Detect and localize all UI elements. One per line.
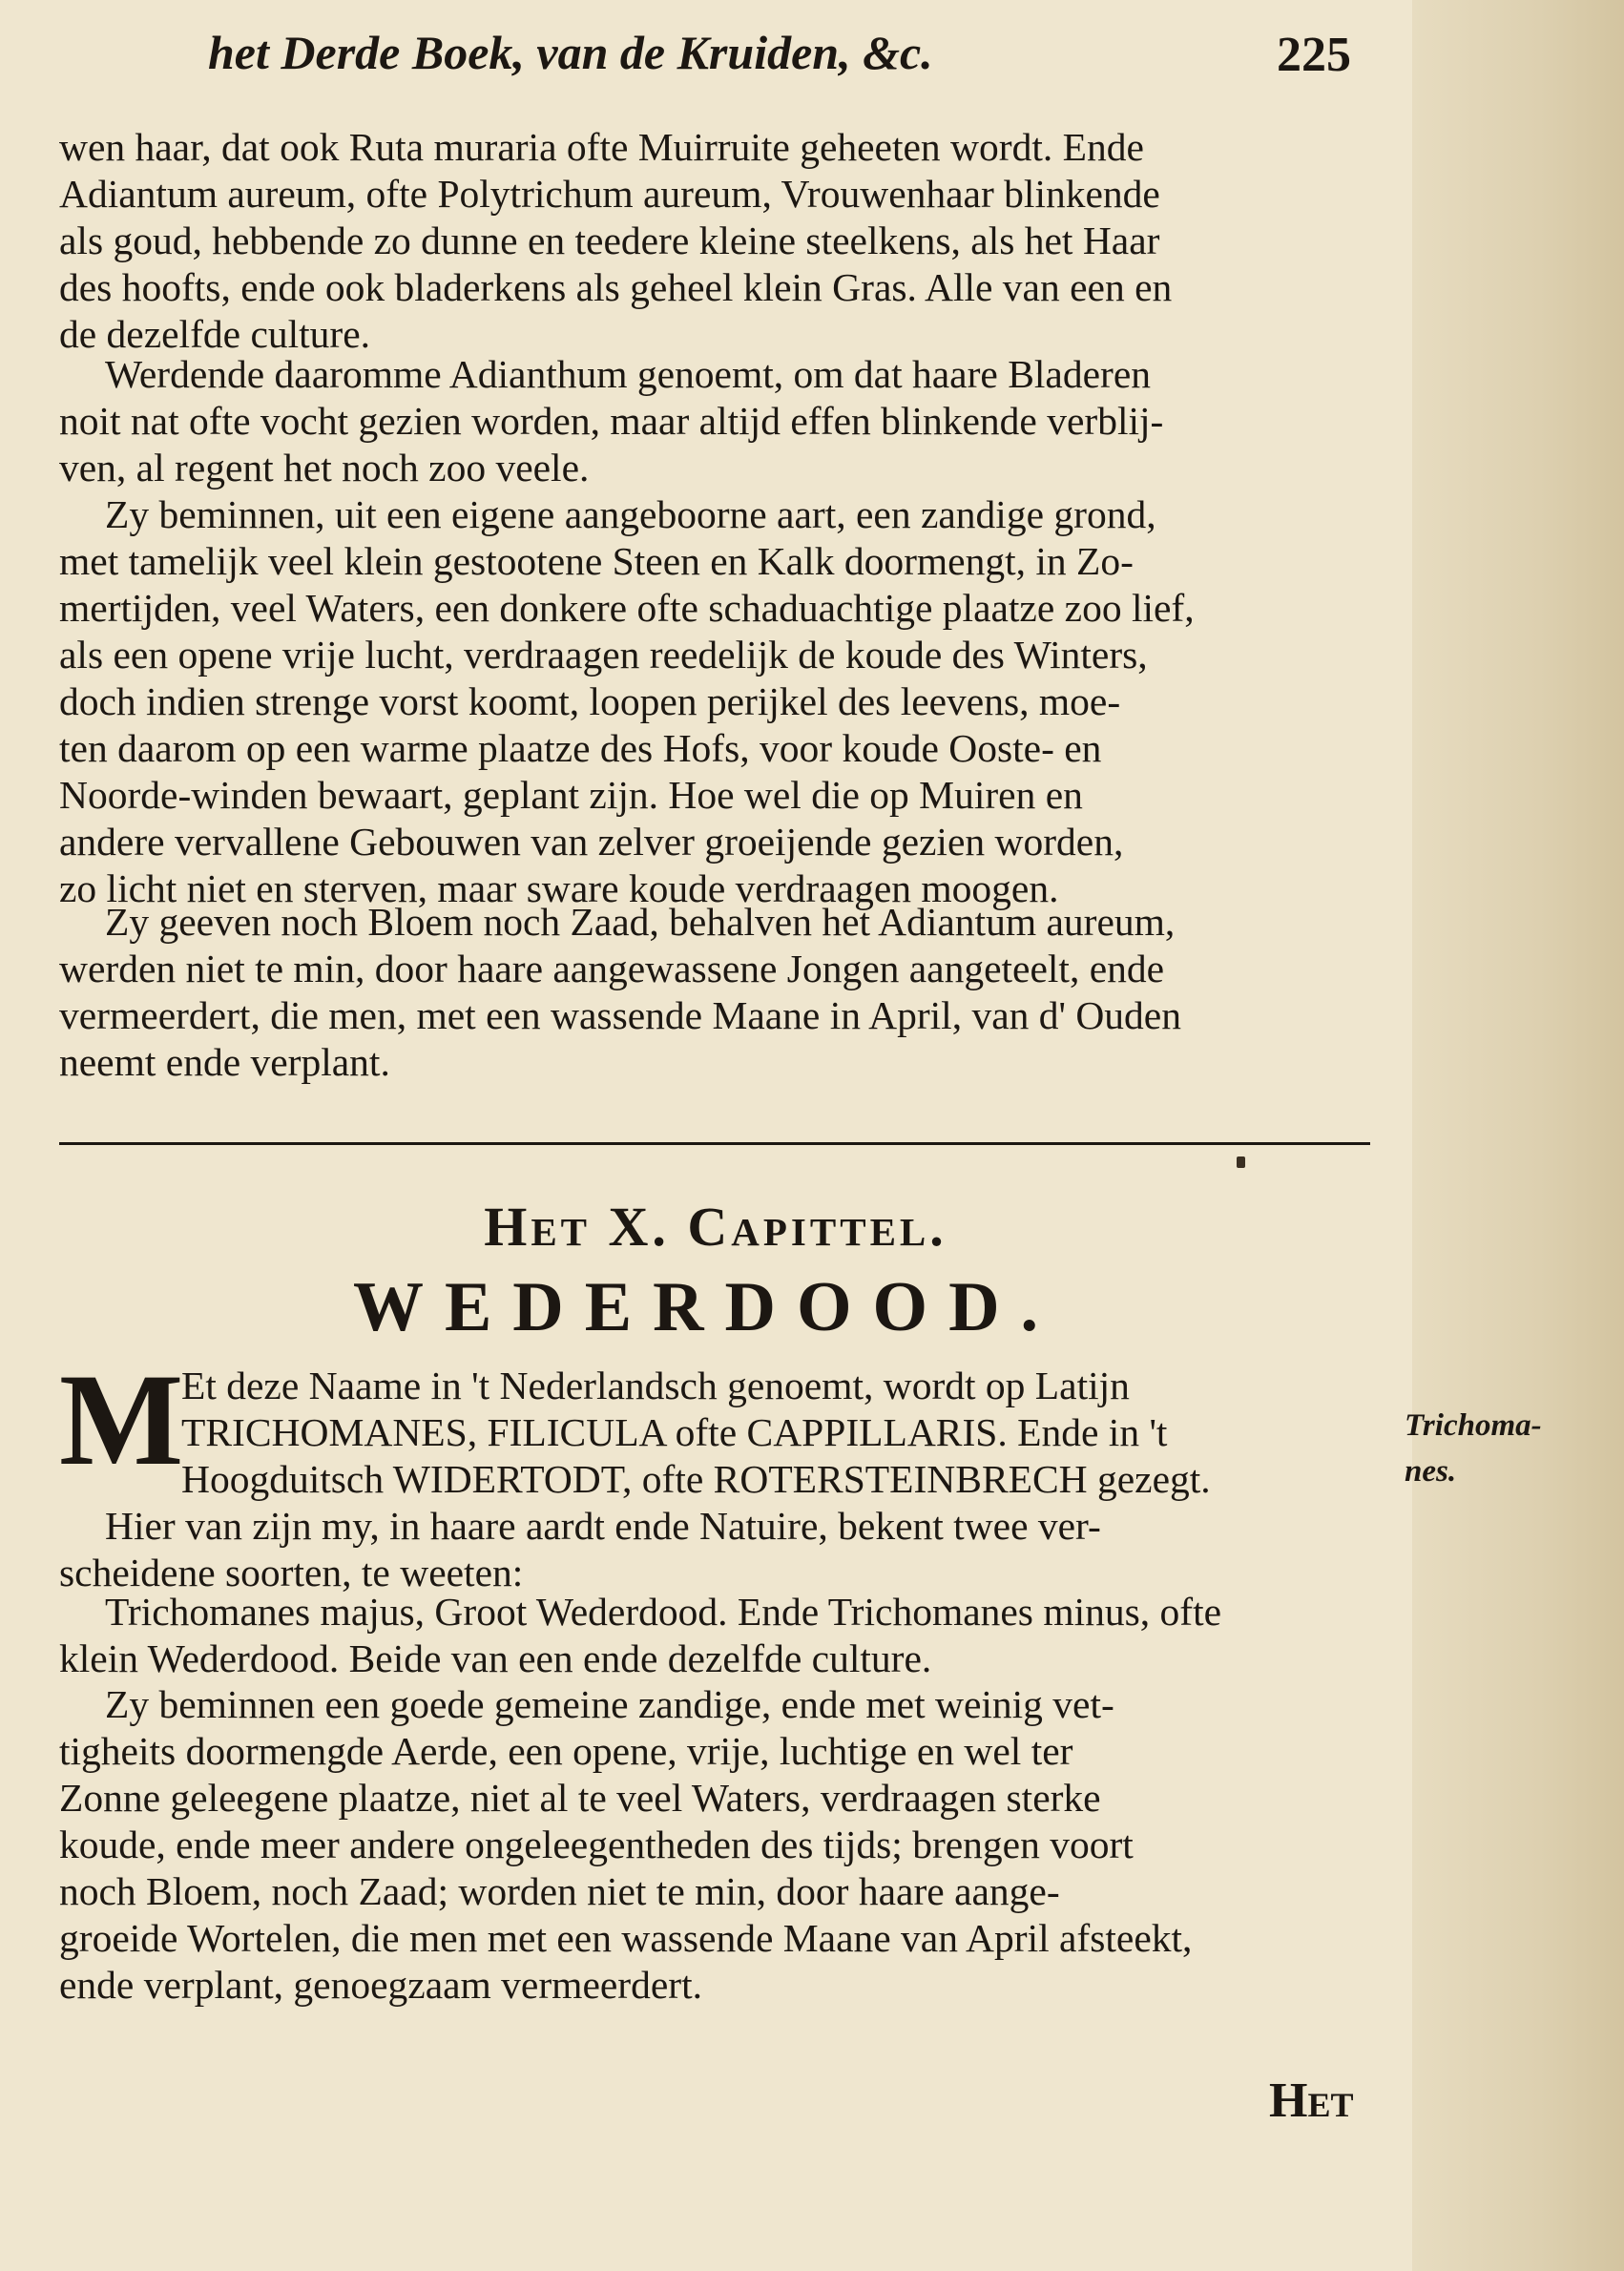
text-line: als goud, hebbende zo dunne en teedere kleine steelkens, als het Haar (59, 219, 1160, 262)
text-line: klein Wederdood. Beide van een ende dezelfde culture. (59, 1636, 932, 1680)
paragraph-4 (59, 899, 1378, 1086)
text-line: Adiantum aureum, ofte Polytrichum aureum, Vrouwenhaar blinkende (59, 172, 1160, 216)
ornament-mark (1237, 1156, 1245, 1168)
text-line: ten daarom op een warme plaatze des Hofs, voor koude Ooste- en (59, 726, 1102, 770)
text-line: Werdende daaromme Adianthum genoemt, om dat haare Bladeren (105, 352, 1152, 396)
paragraph-5 (59, 1363, 1378, 1596)
text-line: vermeerdert, die men, met een wassende Maane in April, van d' Ouden (59, 993, 1181, 1037)
text-line: scheidene soorten, te weeten: (59, 1551, 524, 1594)
text-line: andere vervallene Gebouwen van zelver groeijende gezien worden, (59, 820, 1124, 864)
text-line: Zy geeven noch Bloem noch Zaad, behalven het Adiantum aureum, (105, 900, 1176, 944)
text-line: Trichomanes majus, Groot Wederdood. Ende Trichomanes minus, ofte (105, 1590, 1222, 1634)
text-line: Hier van zijn my, in haare aardt ende Natuire, bekent twee ver- (105, 1504, 1101, 1548)
paragraph-2 (59, 351, 1378, 491)
text-line: ven, al regent het noch zoo veele. (59, 446, 590, 490)
text-line: noit nat ofte vocht gezien worden, maar altijd effen blinkende verblij- (59, 399, 1164, 443)
margin-note-line: Trichoma- (1405, 1408, 1542, 1443)
text-line: des hoofts, ende ook bladerkens als geheel klein Gras. Alle van een en (59, 265, 1173, 309)
text-line: Noorde-winden bewaart, geplant zijn. Hoe wel die op Muiren en (59, 773, 1083, 817)
text-line: als een opene vrije lucht, verdraagen reedelijk de koude des Winters, (59, 633, 1148, 677)
paragraph-3 (59, 491, 1378, 912)
page-number: 225 (1277, 28, 1351, 82)
paragraph-6 (59, 1589, 1378, 1682)
text-line: Zy beminnen, uit een eigene aangeboorne aart, een zandige grond, (105, 492, 1156, 536)
text-line: wen haar, dat ook Ruta muraria ofte Muirruite geheeten wordt. Ende (59, 125, 1144, 169)
text-line: Et deze Naame in 't Nederlandsch genoemt, wordt op Latijn (181, 1364, 1130, 1407)
text-line: noch Bloem, noch Zaad; worden niet te min, door haare aange- (59, 1869, 1060, 1913)
text-line: zo licht niet en sterven, maar sware koude verdraagen moogen. (59, 866, 1059, 910)
text-line: Zonne geleegene plaatze, niet al te veel Waters, verdraagen sterke (59, 1776, 1101, 1820)
text-line: koude, ende meer andere ongeleegentheden des tijds; brengen voort (59, 1823, 1134, 1866)
section-title: WEDERDOOD. (352, 1268, 1060, 1346)
margin-note (1405, 1403, 1542, 1494)
text-line: Hoogduitsch WIDERTODT, ofte ROTERSTEINBRECH gezegt. (181, 1457, 1211, 1501)
text-line: mertijden, veel Waters, een donkere ofte schaduachtige plaatze zoo lief, (59, 586, 1195, 630)
text-line: tigheits doormengde Aerde, een opene, vrije, luchtige en wel ter (59, 1729, 1073, 1773)
chapter-heading: Het X. Capittel. (484, 1196, 947, 1258)
text-line: groeide Wortelen, die men met een wassende Maane van April afsteekt, (59, 1916, 1193, 1960)
running-header: het Derde Boek, van de Kruiden, &c. (208, 26, 933, 79)
catch-word: Het (1269, 2073, 1354, 2128)
text-line: de dezelfde culture. (59, 312, 371, 356)
paragraph-7 (59, 1681, 1378, 2009)
facing-page-edge (1412, 0, 1624, 2271)
section-rule (59, 1142, 1370, 1145)
text-line: Zy beminnen een goede gemeine zandige, ende met weinig vet- (105, 1682, 1114, 1726)
text-line: doch indien strenge vorst koomt, loopen perijkel des leevens, moe- (59, 679, 1121, 723)
margin-note-line: nes. (1405, 1454, 1457, 1489)
text-line: met tamelijk veel klein gestootene Steen en Kalk doormengt, in Zo- (59, 539, 1134, 583)
drop-cap: M (59, 1346, 184, 1492)
text-line: werden niet te min, door haare aangewassene Jongen aangeteelt, ende (59, 947, 1165, 990)
text-line: neemt ende verplant. (59, 1040, 390, 1084)
paragraph-1 (59, 124, 1378, 358)
text-line: ende verplant, genoegzaam vermeerdert. (59, 1963, 703, 2007)
text-line: TRICHOMANES, FILICULA ofte CAPPILLARIS. Ende in 't (181, 1410, 1168, 1454)
